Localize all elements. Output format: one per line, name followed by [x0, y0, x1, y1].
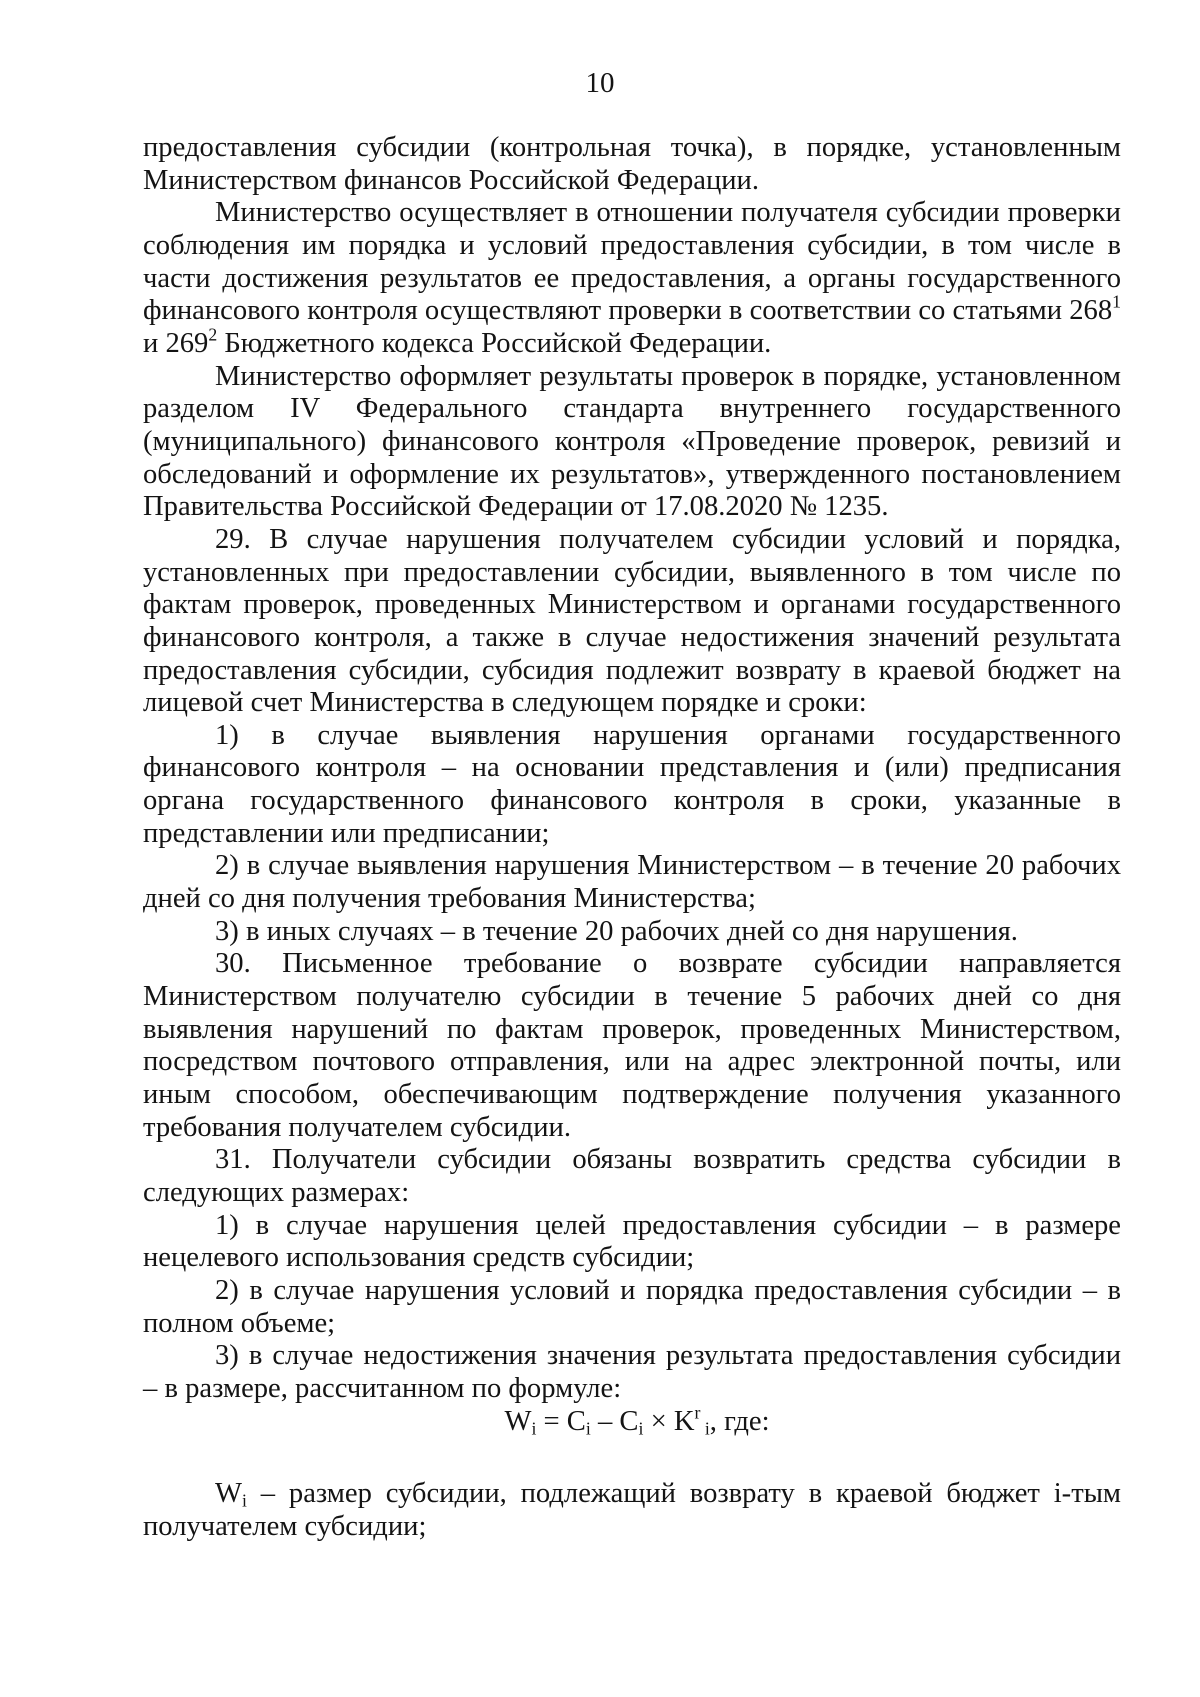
- paragraph-results: [143, 361, 1121, 524]
- paragraph-text: 3) в иных случаях – в течение 20 рабочих дней со дня нарушения.: [215, 915, 1018, 947]
- paragraph-text: 31. Получатели субсидии обязаны возвратить средства субсидии в следующих размерах:: [143, 1144, 1121, 1208]
- paragraph-text: 1) в случае выявления нарушения органами государственного финансового контроля – на основании представления и (или) предписания органа государственного финансового контроля в сроки, указанные в представлении или предписании;: [143, 719, 1121, 849]
- formula-symbol: – C: [590, 1405, 639, 1437]
- paragraph-text: 30. Письменное требование о возврате субсидии направляется Министерством получателю субсидии в течение 5 рабочих дней со дня выявления нарушений по фактам проверок, проведенных Министерством, посредством почтового отправления, или на адрес электронной почты, или иным способом, обеспечивающим подтверждение получения указанного требования получателем субсидии.: [143, 948, 1121, 1143]
- paragraph-text: Министерство оформляет результаты проверок в порядке, установленном разделом IV Федерального стандарта внутреннего государственного (муниципального) финансового контроля «Проведение проверок, ревизий и обследований и оформление их результатов», утвержденного постановлением Правительства Российской Федерации от 17.08.2020 № 1235.: [143, 360, 1121, 523]
- clause-29-item-3: [143, 916, 1121, 949]
- document-body: [143, 132, 1121, 1544]
- subscript: i: [585, 1418, 591, 1439]
- clause-29-item-2: [143, 850, 1121, 915]
- paragraph-text: 2) в случае выявления нарушения Министерством – в течение 20 рабочих дней со дня получения требования Министерства;: [143, 850, 1121, 915]
- clause-31-item-3: [143, 1340, 1121, 1405]
- clause-30: [143, 948, 1121, 1144]
- subscript: i: [700, 1418, 710, 1439]
- paragraph-text: Бюджетного кодекса Российской Федерации.: [217, 327, 772, 359]
- paragraph-text: – размер субсидии, подлежащий возврату в краевой бюджет i-тым получателем субсидии;: [143, 1478, 1121, 1542]
- paragraph-continuation: [143, 132, 1121, 197]
- paragraph-text: 3) в случае недостижения значения результата предоставления субсидии – в размере, рассчитанном по формуле:: [143, 1340, 1121, 1404]
- formula-symbol: W: [215, 1478, 242, 1510]
- clause-29-item-1: [143, 720, 1121, 851]
- page-number: 10: [585, 67, 615, 99]
- clause-31-item-1: [143, 1210, 1121, 1275]
- superscript: 2: [208, 324, 218, 345]
- paragraph-text: 29. В случае нарушения получателем субсидии условий и порядка, установленных при предоставлении субсидии, выявленного в том числе по фактам проверок, проведенных Министерством и органами государственного финансового контроля, а также в случае недостижения значений результата предоставления субсидии, субсидия подлежит возврату в краевой бюджет на лицевой счет Министерства в следующем порядке и сроки:: [143, 523, 1121, 719]
- paragraph-text: предоставления субсидии (контрольная точка), в порядке, установленным Министерством финансов Российской Федерации.: [143, 132, 1121, 196]
- formula: [143, 1402, 1121, 1439]
- formula-symbol: = C: [536, 1405, 586, 1437]
- superscript: r: [694, 1402, 701, 1423]
- paragraph-text: 2) в случае нарушения условий и порядка предоставления субсидии – в полном объеме;: [143, 1274, 1121, 1339]
- paragraph-text: 1) в случае нарушения целей предоставления субсидии – в размере нецелевого использования средств субсидии;: [143, 1209, 1121, 1274]
- paragraph-text: Министерство осуществляет в отношении получателя субсидии проверки соблюдения им порядка и условий предоставления субсидии, в том числе в части достижения результатов ее предоставления, а органы государственного финансового контроля осуществляют проверки в соответствии со статьями 268: [143, 197, 1121, 327]
- clause-31-item-2: [143, 1275, 1121, 1340]
- clause-29: [143, 524, 1121, 720]
- paragraph-text: и 269: [143, 327, 209, 359]
- subscript: i: [242, 1490, 247, 1511]
- subscript: i: [531, 1418, 537, 1439]
- formula-symbol: × K: [643, 1405, 695, 1437]
- clause-31: [143, 1144, 1121, 1209]
- definition-w: [143, 1478, 1121, 1543]
- superscript: 1: [1112, 291, 1121, 312]
- spacer: [143, 1438, 1121, 1478]
- formula-text: , где:: [709, 1405, 770, 1437]
- paragraph-inspection: [143, 197, 1121, 360]
- formula-symbol: W: [504, 1405, 532, 1437]
- subscript: i: [638, 1418, 644, 1439]
